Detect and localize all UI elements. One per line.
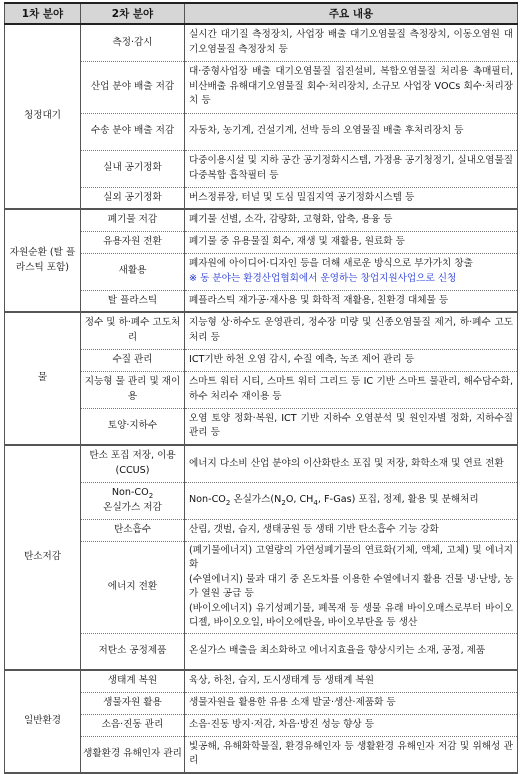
secondary-field-cell: 탈 플라스틱 — [81, 290, 185, 312]
content-line: (바이오에너지) 유기성폐기물, 폐목재 등 생물 유래 바이오매스로부터 바이오디젤, 바이오오일, 바이오에탄올, 바이오부탄올 등 생산 — [189, 602, 513, 628]
secondary-field-cell: Non-$CO_2$ 온실가스 저감 — [81, 482, 185, 519]
content-text: 온실가스 배출을 최소화하고 에너지효율을 향상시키는 소재, 공정, 제품 — [189, 645, 486, 656]
table-row — [5, 290, 518, 312]
primary-field-cell: 청정대기 — [5, 24, 81, 209]
main-content-cell — [185, 349, 518, 371]
content-text: 스마트 워터 시티, 스마트 워터 그리드 등 IC 기반 스마트 물관리, 해수담수화, 하수 처리수 재이용 등 — [189, 376, 513, 402]
table-row — [5, 482, 518, 519]
content-text: 생물자원을 활용한 유용 소재 발굴·생산·제품화 등 — [189, 696, 396, 708]
table-row — [5, 371, 518, 408]
content-text: 대·중형사업장 배출 대기오염물질 집진설비, 복합오염물질 처리용 촉매필터, 비산배출 유해대기오염물질 회수·처리장치, 소규모 사업장 VOCs 회수·처리장치 등 — [189, 66, 513, 107]
content-text: 에너지 다소비 산업 분야의 이산화탄소 포집 및 저장, 화학소재 및 연료 전환 — [189, 457, 504, 469]
secondary-field-cell: 측정·감시 — [81, 24, 185, 61]
secondary-field-cell: 생활환경 유해인자 관리 — [81, 736, 185, 773]
secondary-field-cell: 수질 관리 — [81, 349, 185, 371]
content-text: 산림, 갯벌, 습지, 생태공원 등 생태 기반 탄소흡수 기능 강화 — [189, 523, 439, 535]
main-content-cell — [185, 113, 518, 150]
header-primary-field: 1차 분야 — [5, 3, 81, 24]
secondary-field-cell: 생물자원 활용 — [81, 692, 185, 714]
secondary-field-cell: 실내 공기정화 — [81, 150, 185, 187]
table-row — [5, 231, 518, 253]
table-row — [5, 113, 518, 150]
main-content-cell — [185, 312, 518, 349]
content-text: 폐플라스틱 재가공·재사용 및 화학적 재활용, 친환경 대체물 등 — [189, 294, 449, 306]
table-row — [5, 670, 518, 692]
main-content-cell — [185, 736, 518, 773]
header-secondary-field: 2차 분야 — [81, 3, 185, 24]
content-text: 다중이용시설 및 지하 공간 공기정화시스템, 가정용 공기청정기, 실내오염물질 다중복합 흡착필터 등 — [189, 155, 514, 181]
main-content-cell — [185, 231, 518, 253]
table-row — [5, 209, 518, 231]
content-text: 육상, 하천, 습지, 도시생태계 등 생태계 복원 — [189, 675, 374, 686]
table-row — [5, 445, 518, 482]
table-row — [5, 633, 518, 670]
primary-field-cell: 탄소저감 — [5, 445, 81, 670]
secondary-field-cell: 저탄소 공정제품 — [81, 633, 185, 670]
header-main-content: 주요 내용 — [185, 3, 518, 24]
table-row — [5, 24, 518, 61]
table-row — [5, 714, 518, 736]
table-body — [5, 24, 518, 773]
table-row — [5, 408, 518, 445]
content-text: 오염 토양 정화·복원, ICT 기반 지하수 오염분석 및 원인자별 정화, 지하수질 관리 등 — [189, 412, 513, 439]
main-content-cell: Non-$CO_2$ 온실가스($N_2O$, $CH_4$, F-Gas) 포집, 정제, 활용 및 분해처리 — [185, 482, 518, 519]
main-content-cell — [185, 519, 518, 541]
secondary-field-cell: 토양·지하수 — [81, 408, 185, 445]
content-line: (폐기물에너지) 고열량의 가연성폐기물의 연료화(기체, 액체, 고체) 및 에너지화 — [189, 544, 513, 570]
table-row — [5, 349, 518, 371]
content-text: 빛공해, 유해화학물질, 환경유해인자 등 생활환경 유해인자 저감 및 위해성 관리 — [189, 740, 513, 767]
table-row — [5, 541, 518, 633]
table-row — [5, 312, 518, 349]
main-content-cell — [185, 371, 518, 408]
primary-field-cell: 일반환경 — [5, 670, 81, 773]
notice-text: ※ 동 분야는 환경산업협회에서 운영하는 창업지원사업으로 신청 — [189, 272, 457, 284]
secondary-field-cell: 탄소 포집 저장, 이용(CCUS) — [81, 445, 185, 482]
main-content-cell — [185, 692, 518, 714]
content-text: 폐기물 선별, 소각, 감량화, 고형화, 압축, 용융 등 — [189, 214, 393, 225]
secondary-field-cell: 생태계 복원 — [81, 670, 185, 692]
main-content-cell — [185, 633, 518, 670]
content-text: 자동차, 농기계, 건설기계, 선박 등의 오염물질 배출 후처리장치 등 — [189, 125, 464, 137]
table-row — [5, 187, 518, 209]
content-line: (수열에너지) 물과 대기 중 온도차를 이용한 수열에너지 활용 건물 냉·난방, 농가 열원 공급 등 — [189, 573, 513, 599]
main-content-cell — [185, 150, 518, 187]
table-row — [5, 61, 518, 113]
main-content-cell — [185, 61, 518, 113]
secondary-field-cell: 유용자원 전환 — [81, 231, 185, 253]
table-row — [5, 736, 518, 773]
main-content-cell — [185, 253, 518, 290]
secondary-field-cell: 산업 분야 배출 저감 — [81, 61, 185, 113]
main-content-cell — [185, 670, 518, 692]
main-content-cell — [185, 290, 518, 312]
main-content-cell — [185, 187, 518, 209]
main-content-cell — [185, 24, 518, 61]
table-row — [5, 253, 518, 290]
primary-field-cell: 자원순환 (탈 플라스틱 포함) — [5, 209, 81, 312]
content-text: ICT기반 하천 오염 감시, 수질 예측, 녹조 제어 관리 등 — [189, 353, 415, 365]
secondary-field-cell: 정수 및 하·폐수 고도처리 — [81, 312, 185, 349]
secondary-field-cell: 에너지 전환 — [81, 541, 185, 633]
primary-field-cell: 물 — [5, 312, 81, 445]
table-row — [5, 692, 518, 714]
secondary-field-cell: 폐기물 저감 — [81, 209, 185, 231]
table-row — [5, 519, 518, 541]
main-content-cell — [185, 408, 518, 445]
content-text: 폐자원에 아이디어·디자인 등을 더해 새로운 방식으로 부가가치 창출 — [189, 258, 473, 269]
secondary-field-cell: 수송 분야 배출 저감 — [81, 113, 185, 150]
content-text: 실시간 대기질 측정장치, 사업장 배출 대기오염물질 측정장치, 이동오염원 대기오염물질 측정장치 등 — [189, 29, 513, 55]
secondary-field-cell: 실외 공기정화 — [81, 187, 185, 209]
content-text: 버스정류장, 터널 및 도심 밀집지역 공기정화시스템 등 — [189, 191, 415, 203]
environment-fields-table — [4, 2, 518, 774]
table-row — [5, 150, 518, 187]
main-content-cell — [185, 209, 518, 231]
content-text: 소음·진동 방지·저감, 차음·방진 성능 향상 등 — [189, 718, 374, 730]
secondary-field-cell: 탄소흡수 — [81, 519, 185, 541]
main-content-cell — [185, 445, 518, 482]
secondary-field-cell: 소음·진동 관리 — [81, 714, 185, 736]
content-text: 지능형 상·하수도 운영관리, 정수장 미량 및 신종오염물질 제거, 하·폐수 고도처리 등 — [189, 317, 513, 343]
secondary-field-cell: 지능형 물 관리 및 재이용 — [81, 371, 185, 408]
table-header-row — [5, 3, 518, 24]
content-table-wrapper — [4, 2, 517, 774]
main-content-cell — [185, 714, 518, 736]
secondary-field-cell: 새활용 — [81, 253, 185, 290]
content-text: 폐기물 중 유용물질 회수, 재생 및 재활용, 원료화 등 — [189, 235, 405, 247]
main-content-cell — [185, 541, 518, 633]
